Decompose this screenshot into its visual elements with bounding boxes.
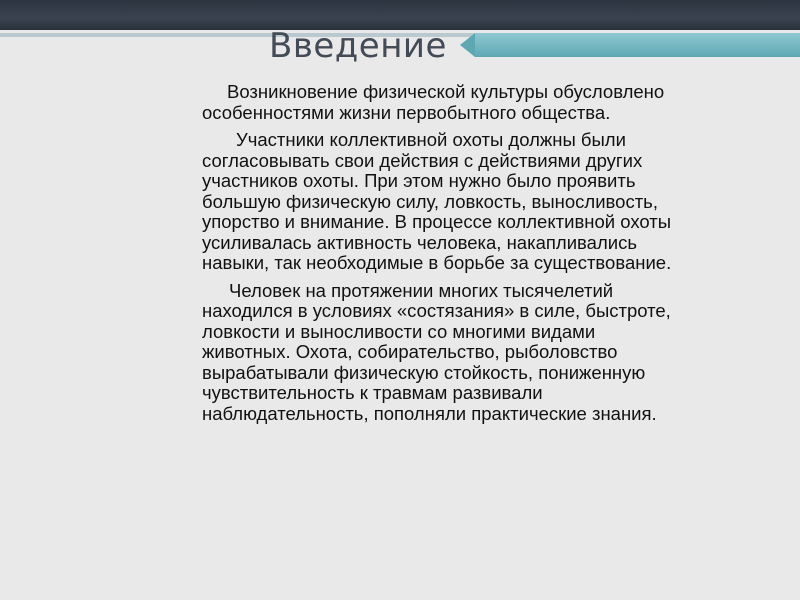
accent-band bbox=[475, 33, 800, 57]
slide-body bbox=[202, 82, 682, 431]
paragraph-hunting: Участники коллективной охоты должны были согласовывать свои действия с действиями других участников охоты. При этом нужно было проявить большую физическую силу, ловкость, выносливость, упорство и внимание. В процессе коллективной охоты усиливалась активность человека, накапливались навыки, так необходимые в борьбе за существование. bbox=[202, 129, 672, 273]
accent-notch bbox=[460, 33, 475, 57]
slide-title: Введение bbox=[269, 26, 447, 66]
paragraph-competition: Человек на протяжении многих тысячелетий находился в условиях «состязания» в силе, быстроте, ловкости и выносливости со многими видами животных. Охота, собирательство, рыболовство вырабатывали физическую стойкость, пониженную чувствительность к травмам развивали наблюдательность, пополняли практические знания. bbox=[202, 279, 671, 424]
paragraph-intro: Возникновение физической культуры обусловлено особенностями жизни первобытного общества. bbox=[202, 81, 665, 123]
